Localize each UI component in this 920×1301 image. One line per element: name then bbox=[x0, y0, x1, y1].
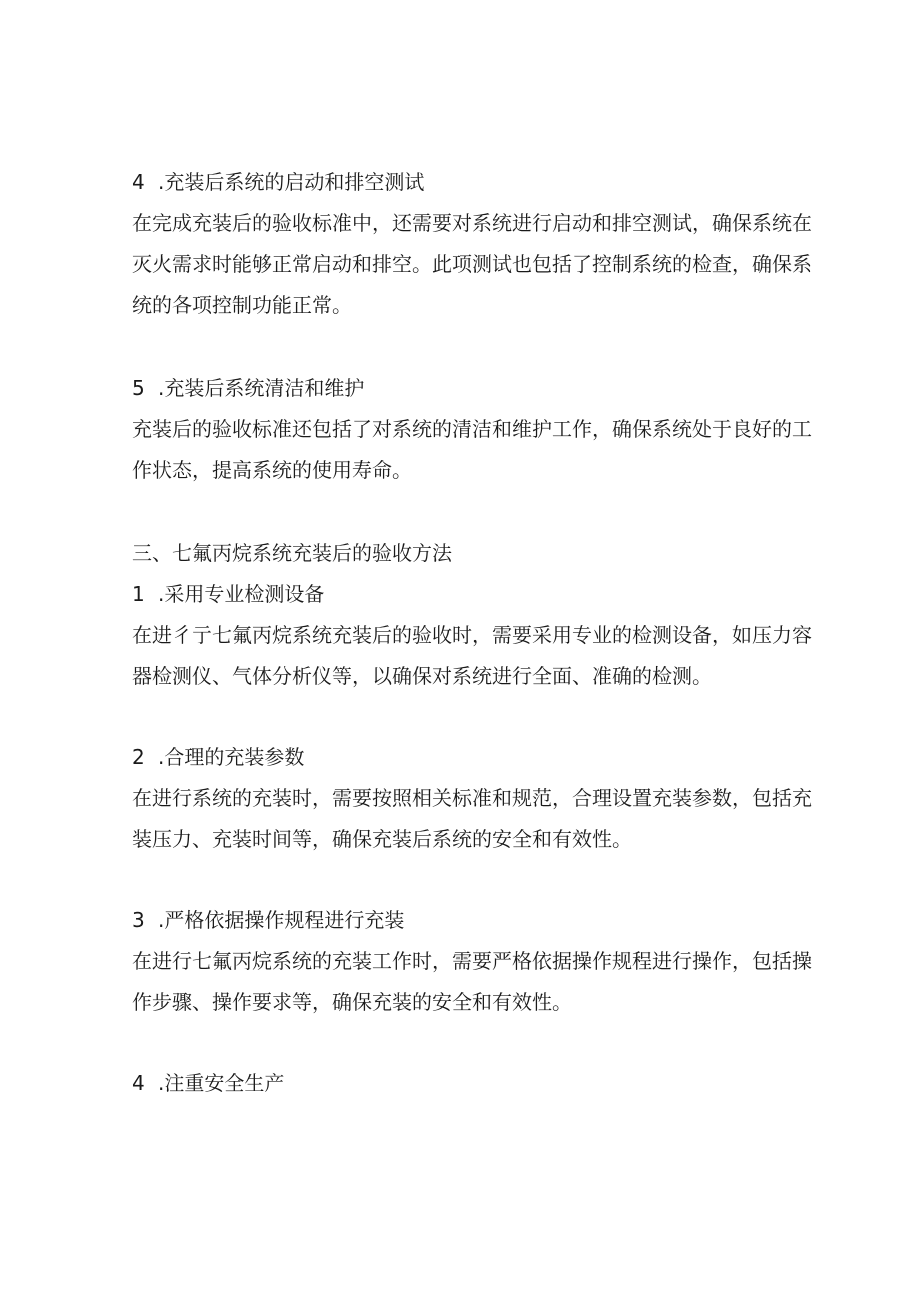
item-paragraph: 充装后的验收标准还包括了对系统的清洁和维护工作，确保系统处于良好的工作状态，提高系统的使用寿命。 bbox=[132, 417, 812, 482]
section-title: 三、七氟丙烷系统充装后的验收方法 bbox=[132, 541, 452, 565]
spacer bbox=[132, 491, 812, 533]
item-number: 4 bbox=[132, 170, 145, 194]
item-paragraph: 在进彳亍七氟丙烷系统充装后的验收时，需要采用专业的检测设备，如压力容器检测仪、气体分析仪等，以确保对系统进行全面、准确的检测。 bbox=[132, 623, 812, 688]
item-title: .注重安全生产 bbox=[158, 1071, 285, 1095]
item-number: 2 bbox=[132, 745, 145, 769]
item-number: 5 bbox=[132, 376, 145, 400]
item-title: .采用专业检测设备 bbox=[158, 582, 325, 606]
item-heading bbox=[132, 900, 812, 941]
item-paragraph: 在进行系统的充装时，需要按照相关标准和规范，合理设置充装参数，包括充装压力、充装时间等，确保充装后系统的安全和有效性。 bbox=[132, 786, 812, 851]
item-paragraph: 在进行七氟丙烷系统的充装工作时，需要严格依据操作规程进行操作，包括操作步骤、操作要求等，确保充装的安全和有效性。 bbox=[132, 949, 812, 1014]
item-number: 3 bbox=[132, 908, 145, 932]
item-title: .充装后系统的启动和排空测试 bbox=[158, 170, 425, 194]
item-title: .合理的充装参数 bbox=[158, 745, 305, 769]
item-title: .充装后系统清洁和维护 bbox=[158, 376, 365, 400]
item-title: .严格依据操作规程进行充装 bbox=[158, 908, 405, 932]
item-heading bbox=[132, 574, 812, 615]
item-heading bbox=[132, 1063, 812, 1104]
item-number: 4 bbox=[132, 1071, 145, 1095]
spacer bbox=[132, 326, 812, 368]
item-number: 1 bbox=[132, 582, 145, 606]
item-paragraph: 在完成充装后的验收标准中，还需要对系统进行启动和排空测试，确保系统在灭火需求时能够正常启动和排空。此项测试也包括了控制系统的检查，确保系统的各项控制功能正常。 bbox=[132, 211, 812, 317]
item-heading bbox=[132, 162, 812, 203]
item-heading bbox=[132, 737, 812, 778]
document-body bbox=[132, 162, 812, 1104]
spacer bbox=[132, 1023, 812, 1063]
spacer bbox=[132, 697, 812, 737]
item-heading bbox=[132, 368, 812, 409]
spacer bbox=[132, 860, 812, 900]
